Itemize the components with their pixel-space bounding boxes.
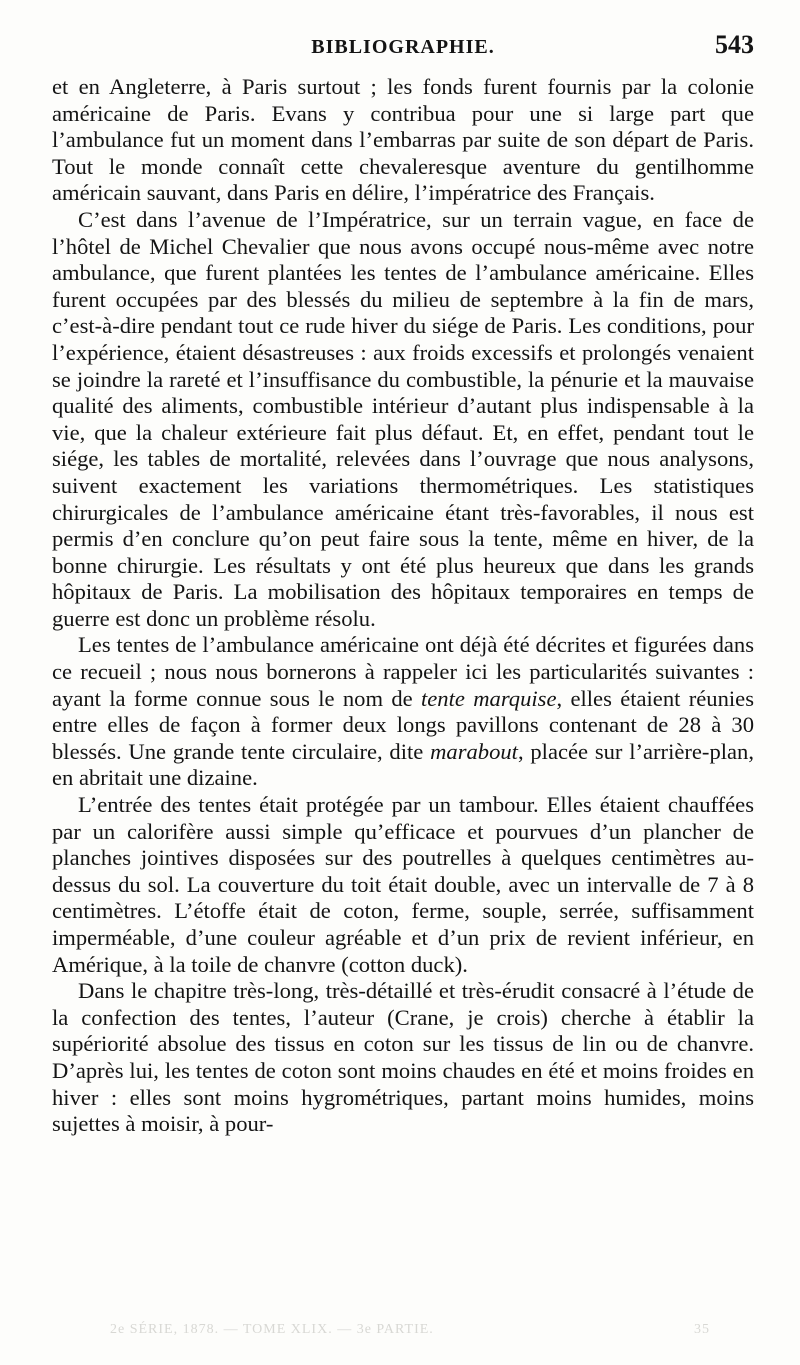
paragraph-text: C’est dans l’avenue de l’Impératrice, sur un terrain vague, en face de l’hôtel de Michel Chevalier que nous avons occupé nous-même avec notre ambulance, que furent plantées les tentes de l’ambulance américaine. Elles furent occupées par des blessés du milieu de septembre à la fin de mars, c’est-à-dire pendant tout ce rude hiver du siége de Paris. Les conditions, pour l’expérience, étaient désastreuses : aux froids excessifs et prolongés venaient se joindre la rareté et l’insuffisance du combustible, la pénurie et la mauvaise qualité des aliments, combustible intérieur d’autant plus indispensable à la vie, que la chaleur extérieure fait plus défaut. Et, en effet, pendant tout le siége, les tables de mortalité, relevées dans l’ouvrage que nous analysons, suivent exactement les variations thermométriques. Les statistiques chirurgicales de l’ambulance américaine étant très-favorables, il nous est permis d’en conclure qu’on peut faire sous la tente, même en hiver, de la bonne chirurgie. Les résultats y ont été plus heureux que dans les grands hôpitaux de Paris. La mobilisation des hôpitaux temporaires en temps de guerre est donc un problème résolu. <box>52 206 754 631</box>
paragraph-text: L’entrée des tentes était protégée par un tambour. Elles étaient chauffées par un calorifère aussi simple qu’efficace et pourvues d’un plancher de planches jointives disposées sur des poutrelles à quelques centimètres au-dessus du sol. La couverture du toit était double, avec un intervalle de 7 à 8 centimètres. L’étoffe était de coton, ferme, souple, serrée, suffisamment imperméable, d’une couleur agréable et d’un prix de revient inférieur, en Amérique, à la toile de chanvre (cotton duck). <box>52 792 754 977</box>
paragraph-text: , elles étaient réunies entre elles de façon à former deux longs pavillons contenant de 28 à 30 blessés. Une grande tente circulaire, dite <box>52 685 754 764</box>
signature-line: 2e SÉRIE, 1878. — TOME XLIX. — 3e PARTIE. <box>110 1322 434 1337</box>
paragraph <box>52 74 754 207</box>
italic-term: marabout <box>430 738 518 764</box>
paragraph <box>52 207 754 633</box>
paragraph <box>52 632 754 792</box>
page-header <box>52 30 754 70</box>
page-footer <box>110 1322 710 1338</box>
paragraph-text: et en Angleterre, à Paris surtout ; les fonds furent fournis par la colonie américaine de Paris. Evans y contribua pour une si large part que l’ambulance fut un moment dans l’embarras par suite de son départ de Paris. Tout le monde connaît cette chevaleresque aventure du gentilhomme américain sauvant, dans Paris en délire, l’impératrice des Français. <box>52 74 754 206</box>
running-title: BIBLIOGRAPHIE. <box>311 36 495 58</box>
signature-number: 35 <box>694 1322 710 1337</box>
paragraph-text: Dans le chapitre très-long, très-détaillé et très-érudit consacré à l’étude de la confection des tentes, l’auteur (Crane, je crois) cherche à établir la supériorité absolue des tissus en coton sur les tissus de lin ou de chanvre. D’après lui, les tentes de coton sont moins chaudes en été et moins froides en hiver : elles sont moins hygrométriques, partant moins humides, moins sujettes à moisir, à pour- <box>52 978 754 1137</box>
paragraph-text: , placée sur l’arrière-plan, en abritait une dizaine. <box>52 738 754 791</box>
paragraph <box>52 792 754 978</box>
body-text <box>52 74 754 1138</box>
paragraph-text: Les tentes de l’ambulance américaine ont déjà été décrites et figurées dans ce recueil ; nous nous bornerons à rappeler ici les particularités suivantes : ayant la forme connue sous le nom de <box>52 632 754 711</box>
page-number: 543 <box>715 30 754 59</box>
paragraph <box>52 978 754 1138</box>
italic-term: tente marquise <box>421 685 557 711</box>
